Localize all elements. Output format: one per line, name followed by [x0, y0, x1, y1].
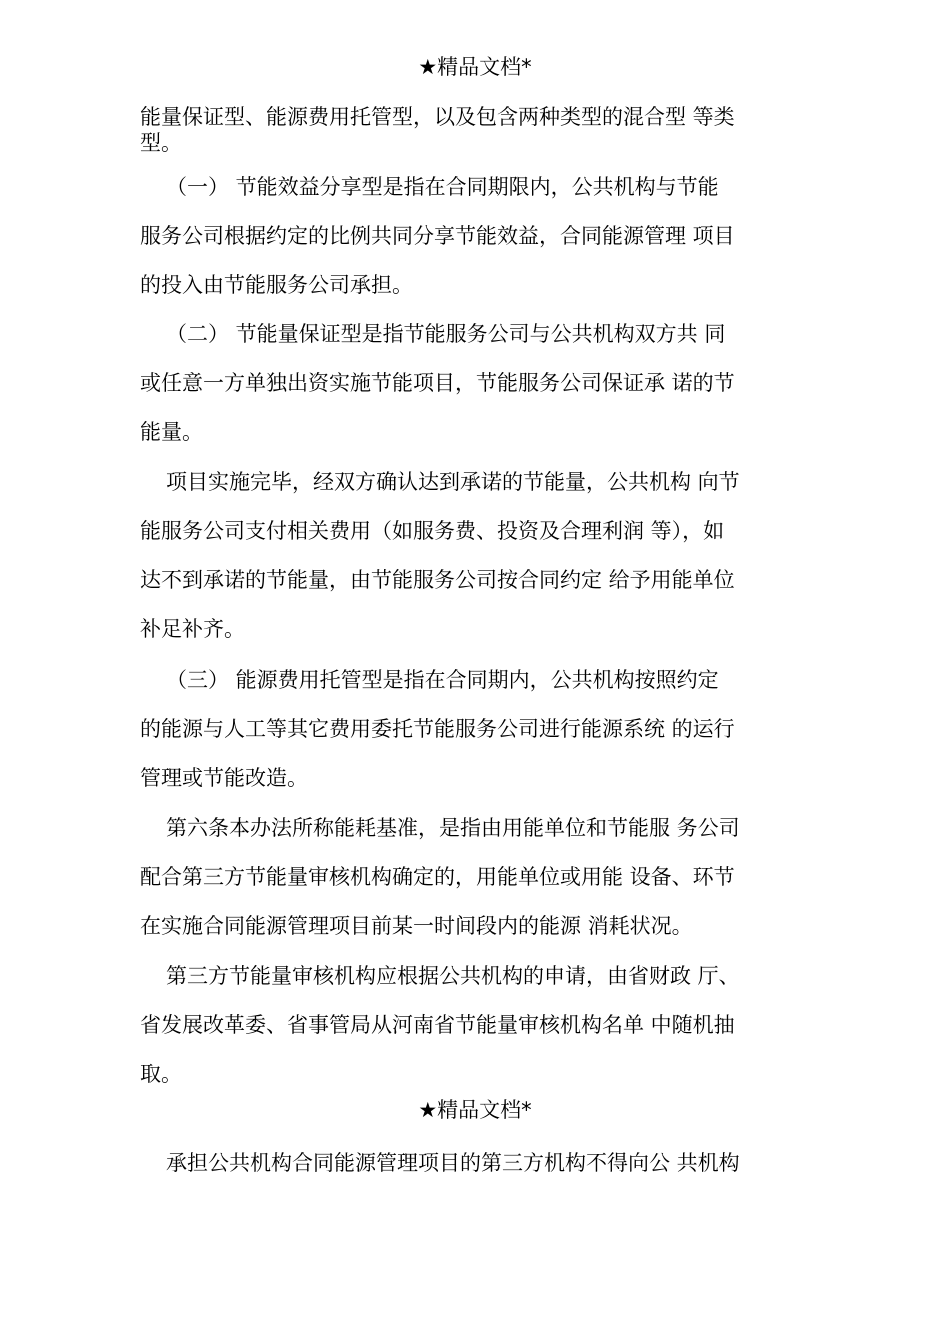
text-line: 的投入由节能服务公司承担。 [140, 273, 413, 297]
text-line: 项目实施完毕，经双方确认达到承诺的节能量，公共机构 向节 [166, 470, 740, 494]
text-line: （三） 能源费用托管型是指在合同期内，公共机构按照约定 [166, 668, 719, 692]
text-line: 取。 [140, 1062, 182, 1086]
paragraph-savings-guarantee [140, 310, 820, 457]
paragraph-benefit-sharing [140, 163, 820, 310]
text-line: 能量。 [140, 420, 203, 444]
text-line: 能量保证型、能源费用托管型，以及包含两种类型的混合型 等类 [140, 105, 735, 129]
text-line: （二） 节能量保证型是指节能服务公司与公共机构双方共 同 [166, 322, 726, 346]
text-line: 或任意一方单独出资实施节能项目，节能服务公司保证承 诺的节 [140, 371, 735, 395]
paragraph-energy-hosting [140, 656, 820, 803]
text-line: 补足补齐。 [140, 617, 245, 641]
text-line: 的能源与人工等其它费用委托节能服务公司进行能源系统 的运行 [140, 717, 735, 741]
header-watermark-mid: ★精品文档* [418, 1098, 532, 1122]
text-line: 第六条本办法所称能耗基准，是指由用能单位和节能服 务公司 [166, 816, 740, 840]
text-line: 配合第三方节能量审核机构确定的，用能单位或用能 设备、环节 [140, 865, 735, 889]
text-line: 能服务公司支付相关费用（如服务费、投资及合理利润 等），如 [140, 519, 725, 543]
text-line: 承担公共机构合同能源管理项目的第三方机构不得向公 共机构 [166, 1151, 740, 1175]
text-line: 达不到承诺的节能量，由节能服务公司按合同约定 给予用能单位 [140, 568, 735, 592]
paragraph-article-six [140, 804, 820, 951]
paragraph-project-completion [140, 458, 820, 654]
paragraph-contract-types [140, 104, 820, 156]
header-watermark-top: ★精品文档* [418, 55, 532, 79]
text-line: 管理或节能改造。 [140, 766, 308, 790]
text-line: （一） 节能效益分享型是指在合同期限内，公共机构与节能 [166, 175, 719, 199]
text-line: 第三方节能量审核机构应根据公共机构的申请，由省财政 厅、 [166, 964, 740, 988]
text-line: 在实施合同能源管理项目前某一时间段内的能源 消耗状况。 [140, 914, 693, 938]
paragraph-third-party-restriction [140, 1139, 820, 1188]
text-line: 型。 [140, 131, 182, 155]
text-line: 服务公司根据约定的比例共同分享节能效益，合同能源管理 项目 [140, 224, 735, 248]
text-line: 省发展改革委、省事管局从河南省节能量审核机构名单 中随机抽 [140, 1013, 735, 1037]
paragraph-third-party-audit [140, 952, 820, 1099]
